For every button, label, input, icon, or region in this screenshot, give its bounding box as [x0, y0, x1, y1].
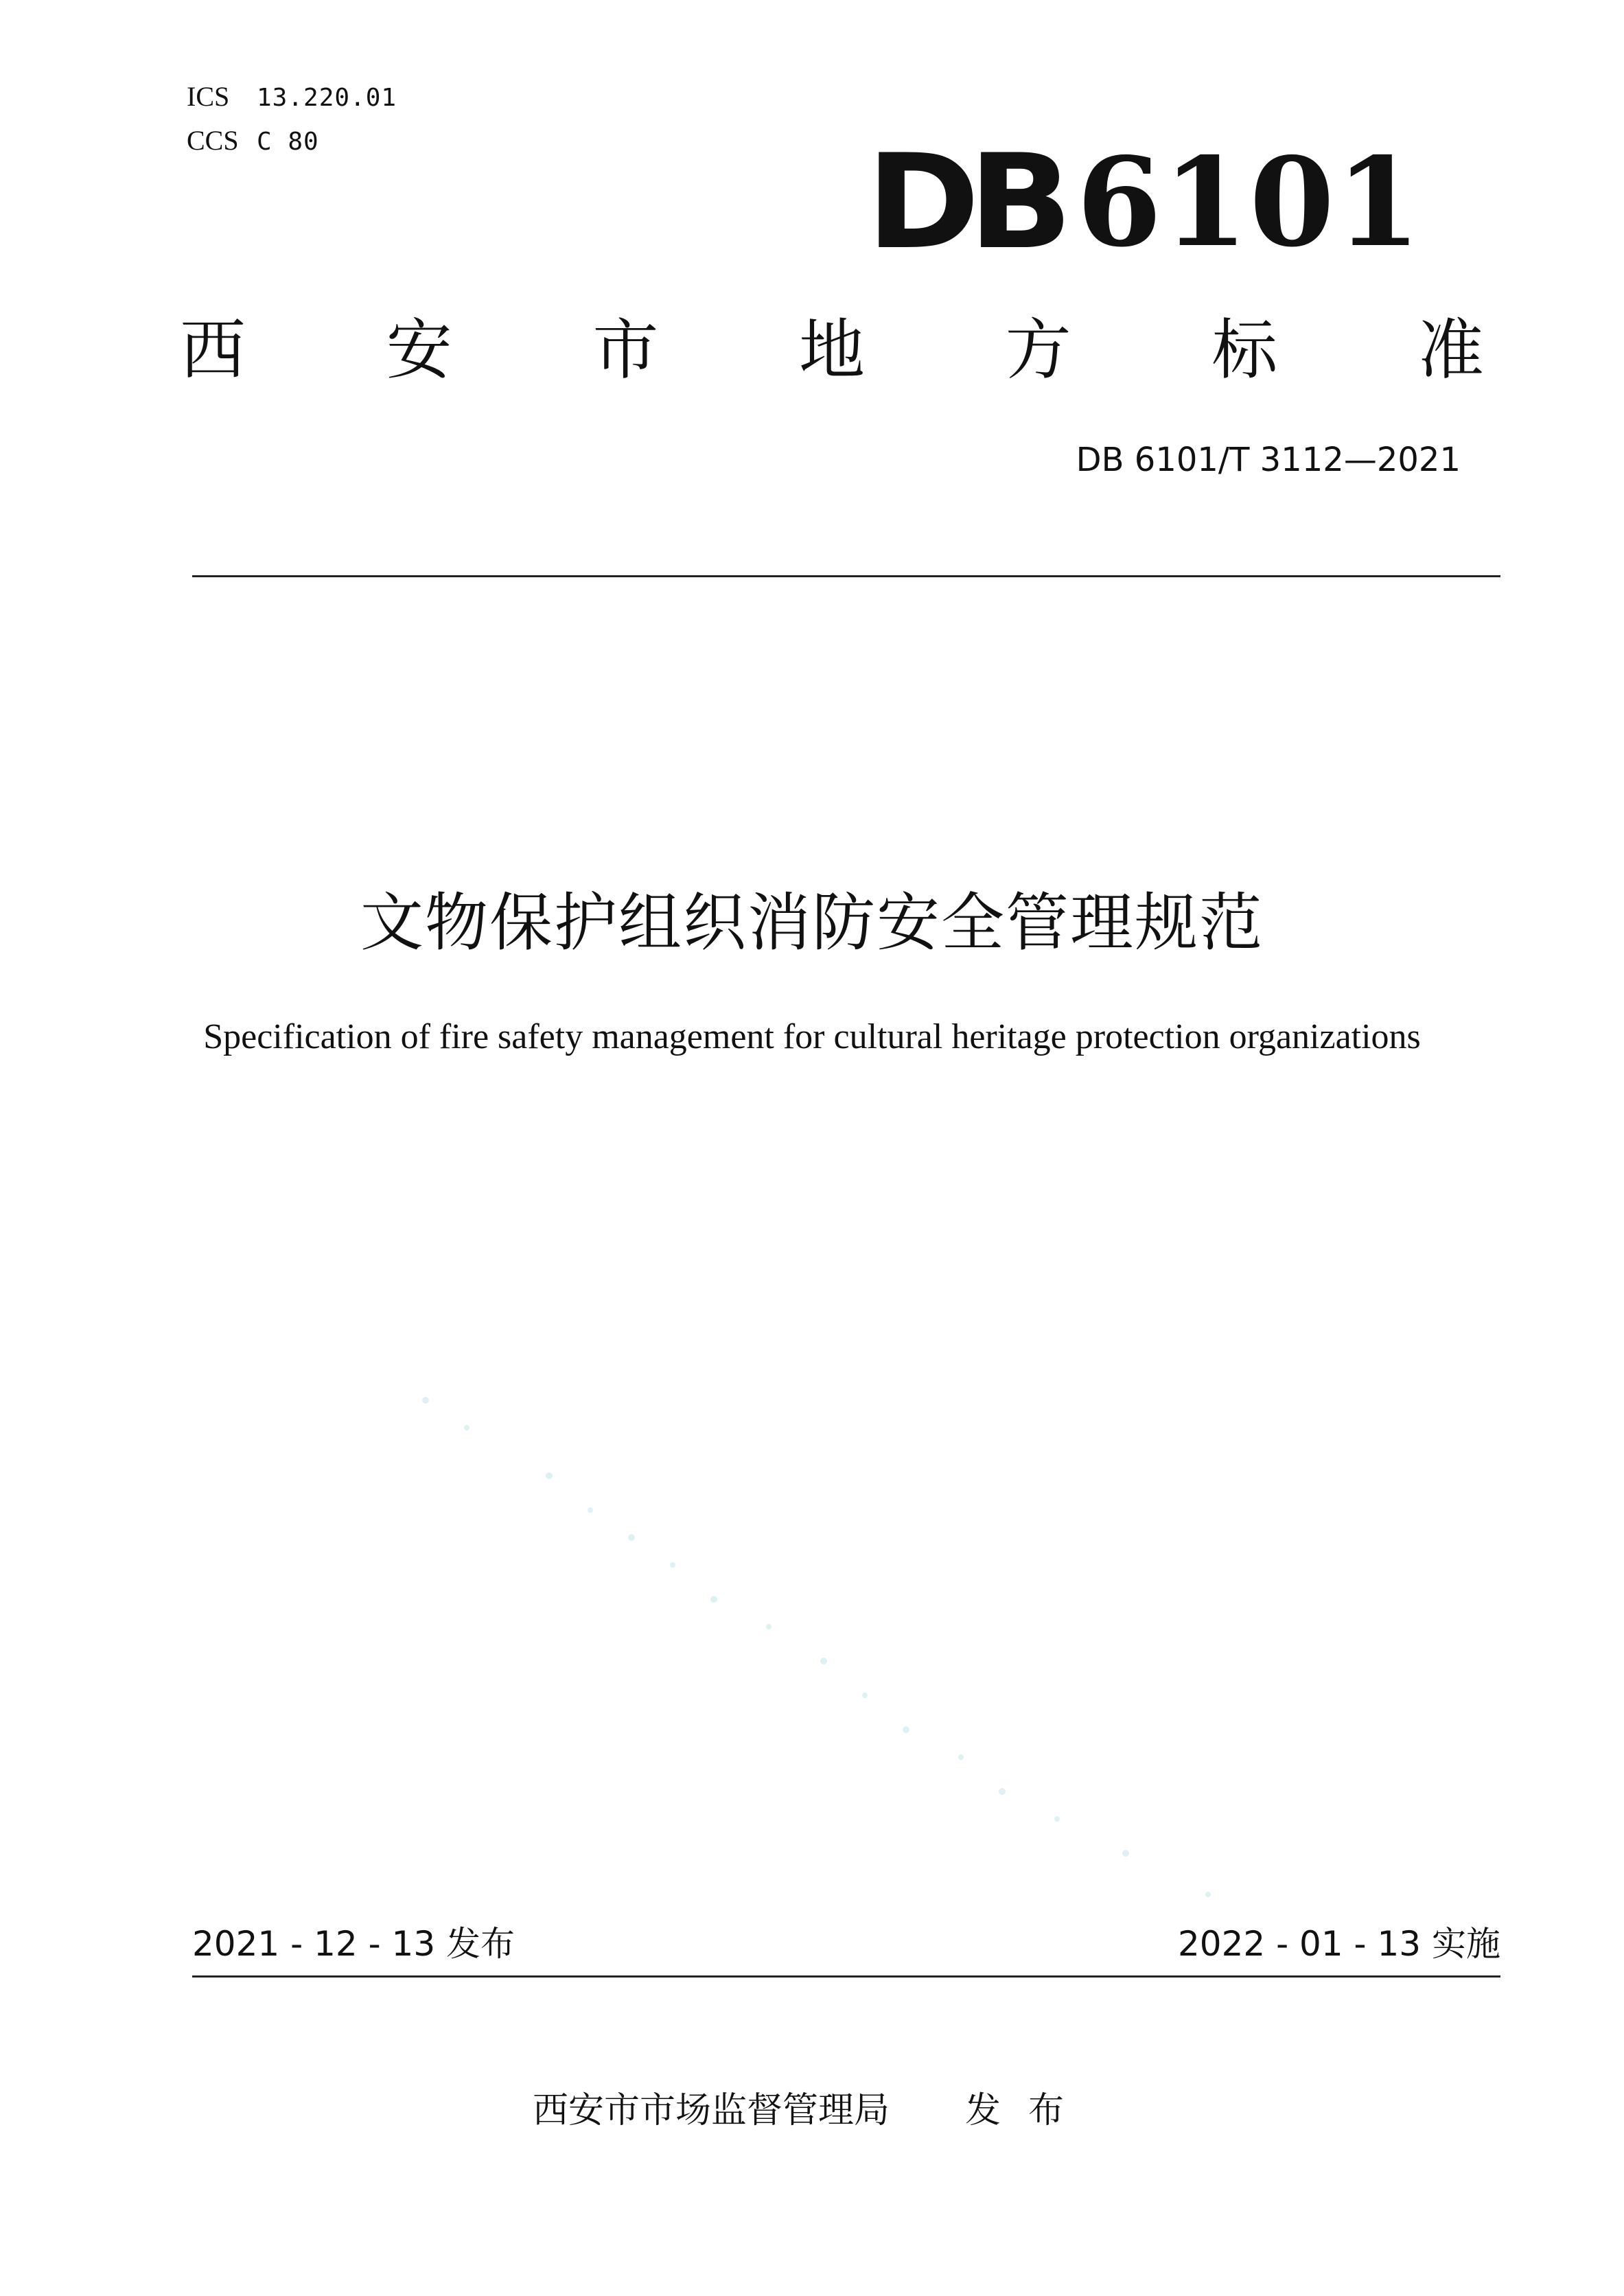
standard-type-char: 方: [1005, 312, 1071, 389]
standard-type-char: 准: [1417, 312, 1484, 389]
ics-value: 13.220.01: [257, 84, 397, 112]
chinese-title: 文物保护组织消防安全管理规范: [360, 886, 1264, 960]
issuing-authority: [0, 2087, 1624, 2135]
db-logo-number: 6101: [1076, 130, 1422, 274]
ccs-label: CCS: [187, 125, 239, 156]
ics-code-row: [187, 76, 397, 119]
standard-type-char: 标: [1211, 312, 1278, 389]
standard-type-char: 市: [592, 312, 659, 389]
header-divider: [192, 575, 1500, 577]
watermark-speckles: [384, 1373, 1277, 1922]
standard-type-char: 安: [386, 312, 452, 389]
standard-number: DB 6101/T 3112—2021: [1076, 441, 1461, 479]
db-logo-letters: DB: [866, 126, 1062, 278]
issue-date: 2021 - 12 - 13 发布: [192, 1924, 515, 1964]
issuer-action: 发布: [965, 2090, 1092, 2131]
standard-type-char: 地: [798, 312, 865, 389]
ccs-value: C 80: [257, 128, 319, 156]
issuer-name: 西安市市场监督管理局: [532, 2090, 890, 2131]
implementation-date: 2022 - 01 - 13 实施: [1177, 1924, 1500, 1964]
standard-type-char: 西: [180, 312, 246, 389]
classification-codes: [187, 76, 397, 163]
dates-divider: [192, 1975, 1500, 1978]
standard-type-heading: [180, 312, 1484, 388]
ccs-code-row: [187, 119, 397, 163]
english-title: Specification of fire safety management for cultural heritage protection organizations: [203, 1017, 1421, 1056]
db-code-logo: [866, 126, 1422, 278]
ics-label: ICS: [187, 81, 230, 112]
